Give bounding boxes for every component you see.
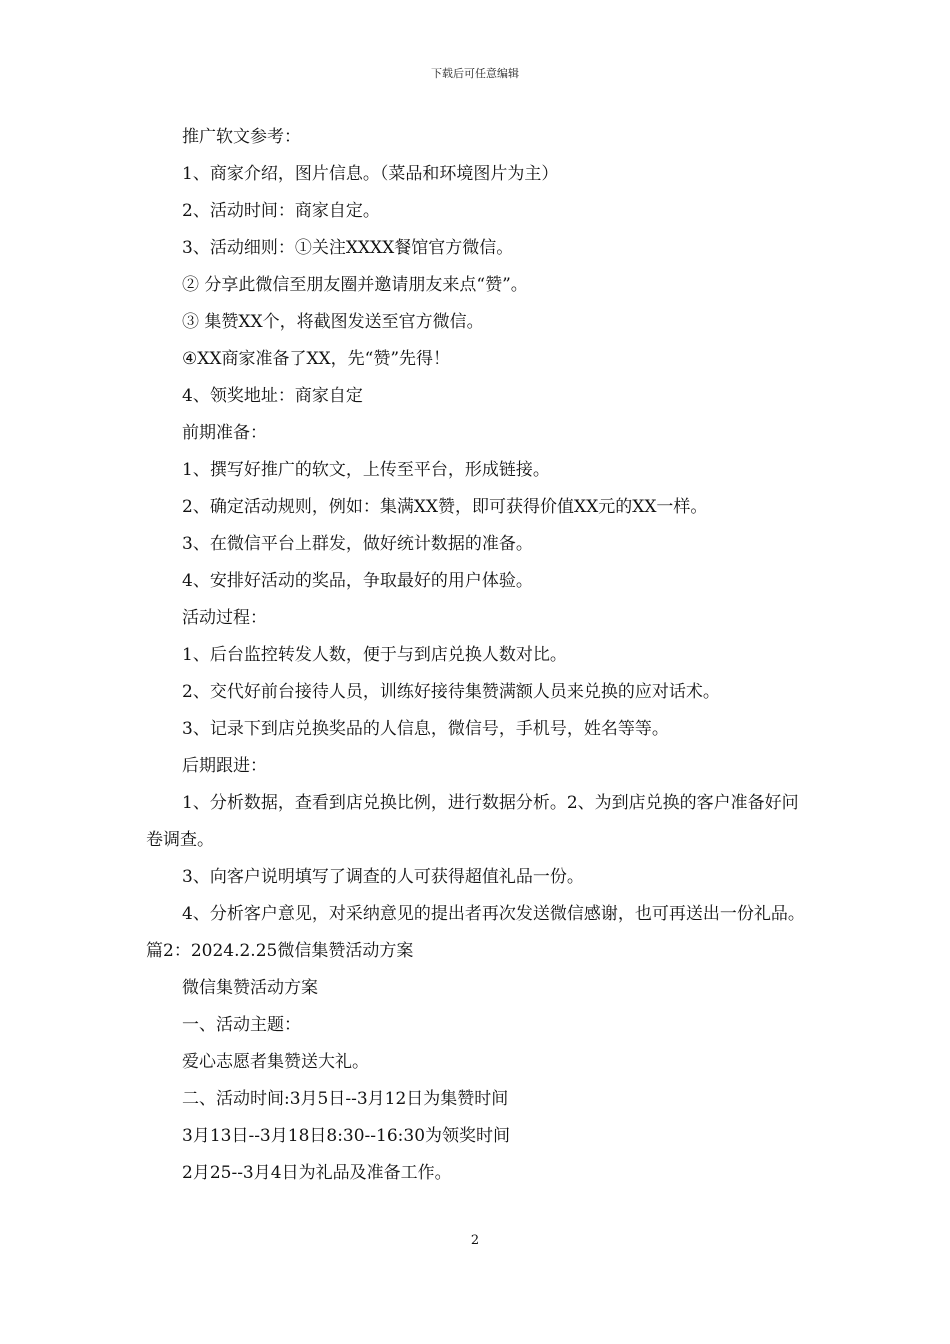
paragraph-plan-title: 微信集赞活动方案 xyxy=(182,978,318,998)
paragraph-item: ④XX商家准备了XX，先“赞”先得！ xyxy=(182,349,451,369)
paragraph-item: 4、分析客户意见，对采纳意见的提出者再次发送微信感谢，也可再送出一份礼品。篇2：2024.2.25微信集赞活动方案 xyxy=(146,904,805,961)
paragraph-item: 3月13日--3月18日8:30--16:30为领奖时间 xyxy=(182,1126,511,1146)
paragraph-item: 1、分析数据，查看到店兑换比例，进行数据分析。2、为到店兑换的客户准备好问卷调查。 xyxy=(146,793,799,850)
document-body xyxy=(146,119,810,1192)
paragraph-item: 2、确定活动规则，例如：集满XX赞，即可获得价值XX元的XX一样。 xyxy=(182,497,708,517)
paragraph-item: ③ 集赞XX个，将截图发送至官方微信。 xyxy=(182,312,484,332)
paragraph-process-heading: 活动过程： xyxy=(182,608,267,628)
paragraph-item: 1、后台监控转发人数，便于与到店兑换人数对比。 xyxy=(182,645,567,665)
paragraph-item: 1、撰写好推广的软文，上传至平台，形成链接。 xyxy=(182,460,550,480)
paragraph-item: 3、在微信平台上群发，做好统计数据的准备。 xyxy=(182,534,533,554)
paragraph-item: ② 分享此微信至朋友圈并邀请朋友来点“赞”。 xyxy=(182,275,528,295)
paragraph-item: 3、活动细则：①关注XXXX餐馆官方微信。 xyxy=(182,238,514,258)
paragraph-promo-heading: 推广软文参考： xyxy=(182,127,301,147)
paragraph-item: 3、记录下到店兑换奖品的人信息，微信号，手机号，姓名等等。 xyxy=(182,719,669,739)
paragraph-preparation-heading: 前期准备： xyxy=(182,423,267,443)
paragraph-followup-heading: 后期跟进： xyxy=(182,756,267,776)
paragraph-item: 1、商家介绍，图片信息。（菜品和环境图片为主） xyxy=(182,164,559,184)
paragraph-item: 2、交代好前台接待人员，训练好接待集赞满额人员来兑换的应对话术。 xyxy=(182,682,720,702)
page-header: 下载后可任意编辑 xyxy=(431,67,519,80)
paragraph-item: 爱心志愿者集赞送大礼。 xyxy=(182,1052,369,1072)
paragraph-theme-heading: 一、活动主题： xyxy=(182,1015,301,1035)
paragraph-item: 2月25--3月4日为礼品及准备工作。 xyxy=(182,1163,452,1183)
paragraph-item: 4、安排好活动的奖品，争取最好的用户体验。 xyxy=(182,571,533,591)
page-number: 2 xyxy=(470,1233,480,1248)
paragraph-time-heading: 二、活动时间:3月5日--3月12日为集赞时间 xyxy=(182,1089,509,1109)
paragraph-item: 2、活动时间：商家自定。 xyxy=(182,201,380,221)
paragraph-item: 3、向客户说明填写了调查的人可获得超值礼品一份。 xyxy=(182,867,584,887)
paragraph-item: 4、领奖地址：商家自定 xyxy=(182,386,363,406)
